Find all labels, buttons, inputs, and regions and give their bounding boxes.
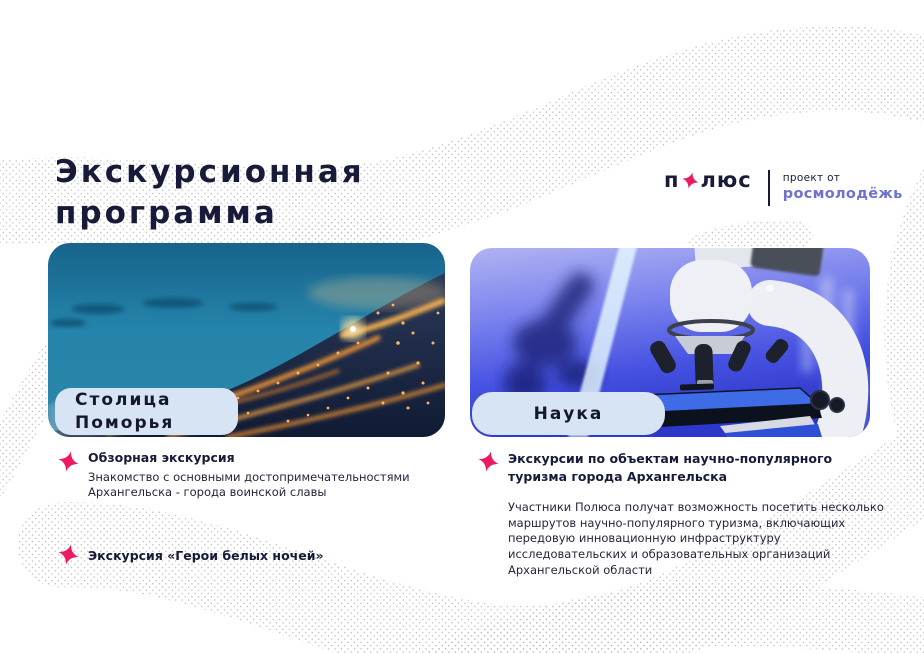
logo-text-start: п [664, 168, 680, 192]
badge-line: Столица [75, 390, 172, 411]
project-credit [783, 170, 903, 202]
badge-line: Поморья [75, 412, 175, 433]
badge-stolitsa-pomorya [55, 388, 238, 435]
list-item [88, 548, 418, 565]
logo-group [664, 170, 903, 206]
right-column-paragraph: Участники Полюса получат возможность посетить несколько маршрутов научно-популярного туризма, включающих передовую инновационную инфраструктуру исследовательских и образовательных организаций Архангельской области [508, 500, 884, 577]
bullet-title: Экскурсия «Герои белых ночей» [88, 548, 324, 563]
logo-divider [768, 170, 770, 206]
logo-star-icon [680, 170, 701, 191]
project-label: проект от [782, 172, 841, 184]
page-title [55, 152, 365, 234]
list-item [508, 450, 888, 486]
badge-line: Наука [533, 403, 604, 424]
page-title-line1: Экскурсионная [55, 154, 365, 190]
page-title-line2: программа [55, 195, 278, 232]
bullet-title: Экскурсии по объектам научно-популярного туризма города Архангельска [508, 451, 833, 485]
bullet-body: Знакомство с основными достопримечательностями Архангельска - города воинской славы [88, 469, 410, 500]
badge-nauka [472, 392, 665, 435]
bullet-title: Обзорная экскурсия [88, 450, 235, 465]
project-name: росмолодёжь [782, 186, 903, 202]
polyus-logo [664, 170, 752, 191]
logo-text-end: люс [700, 168, 752, 192]
list-item [88, 450, 418, 501]
